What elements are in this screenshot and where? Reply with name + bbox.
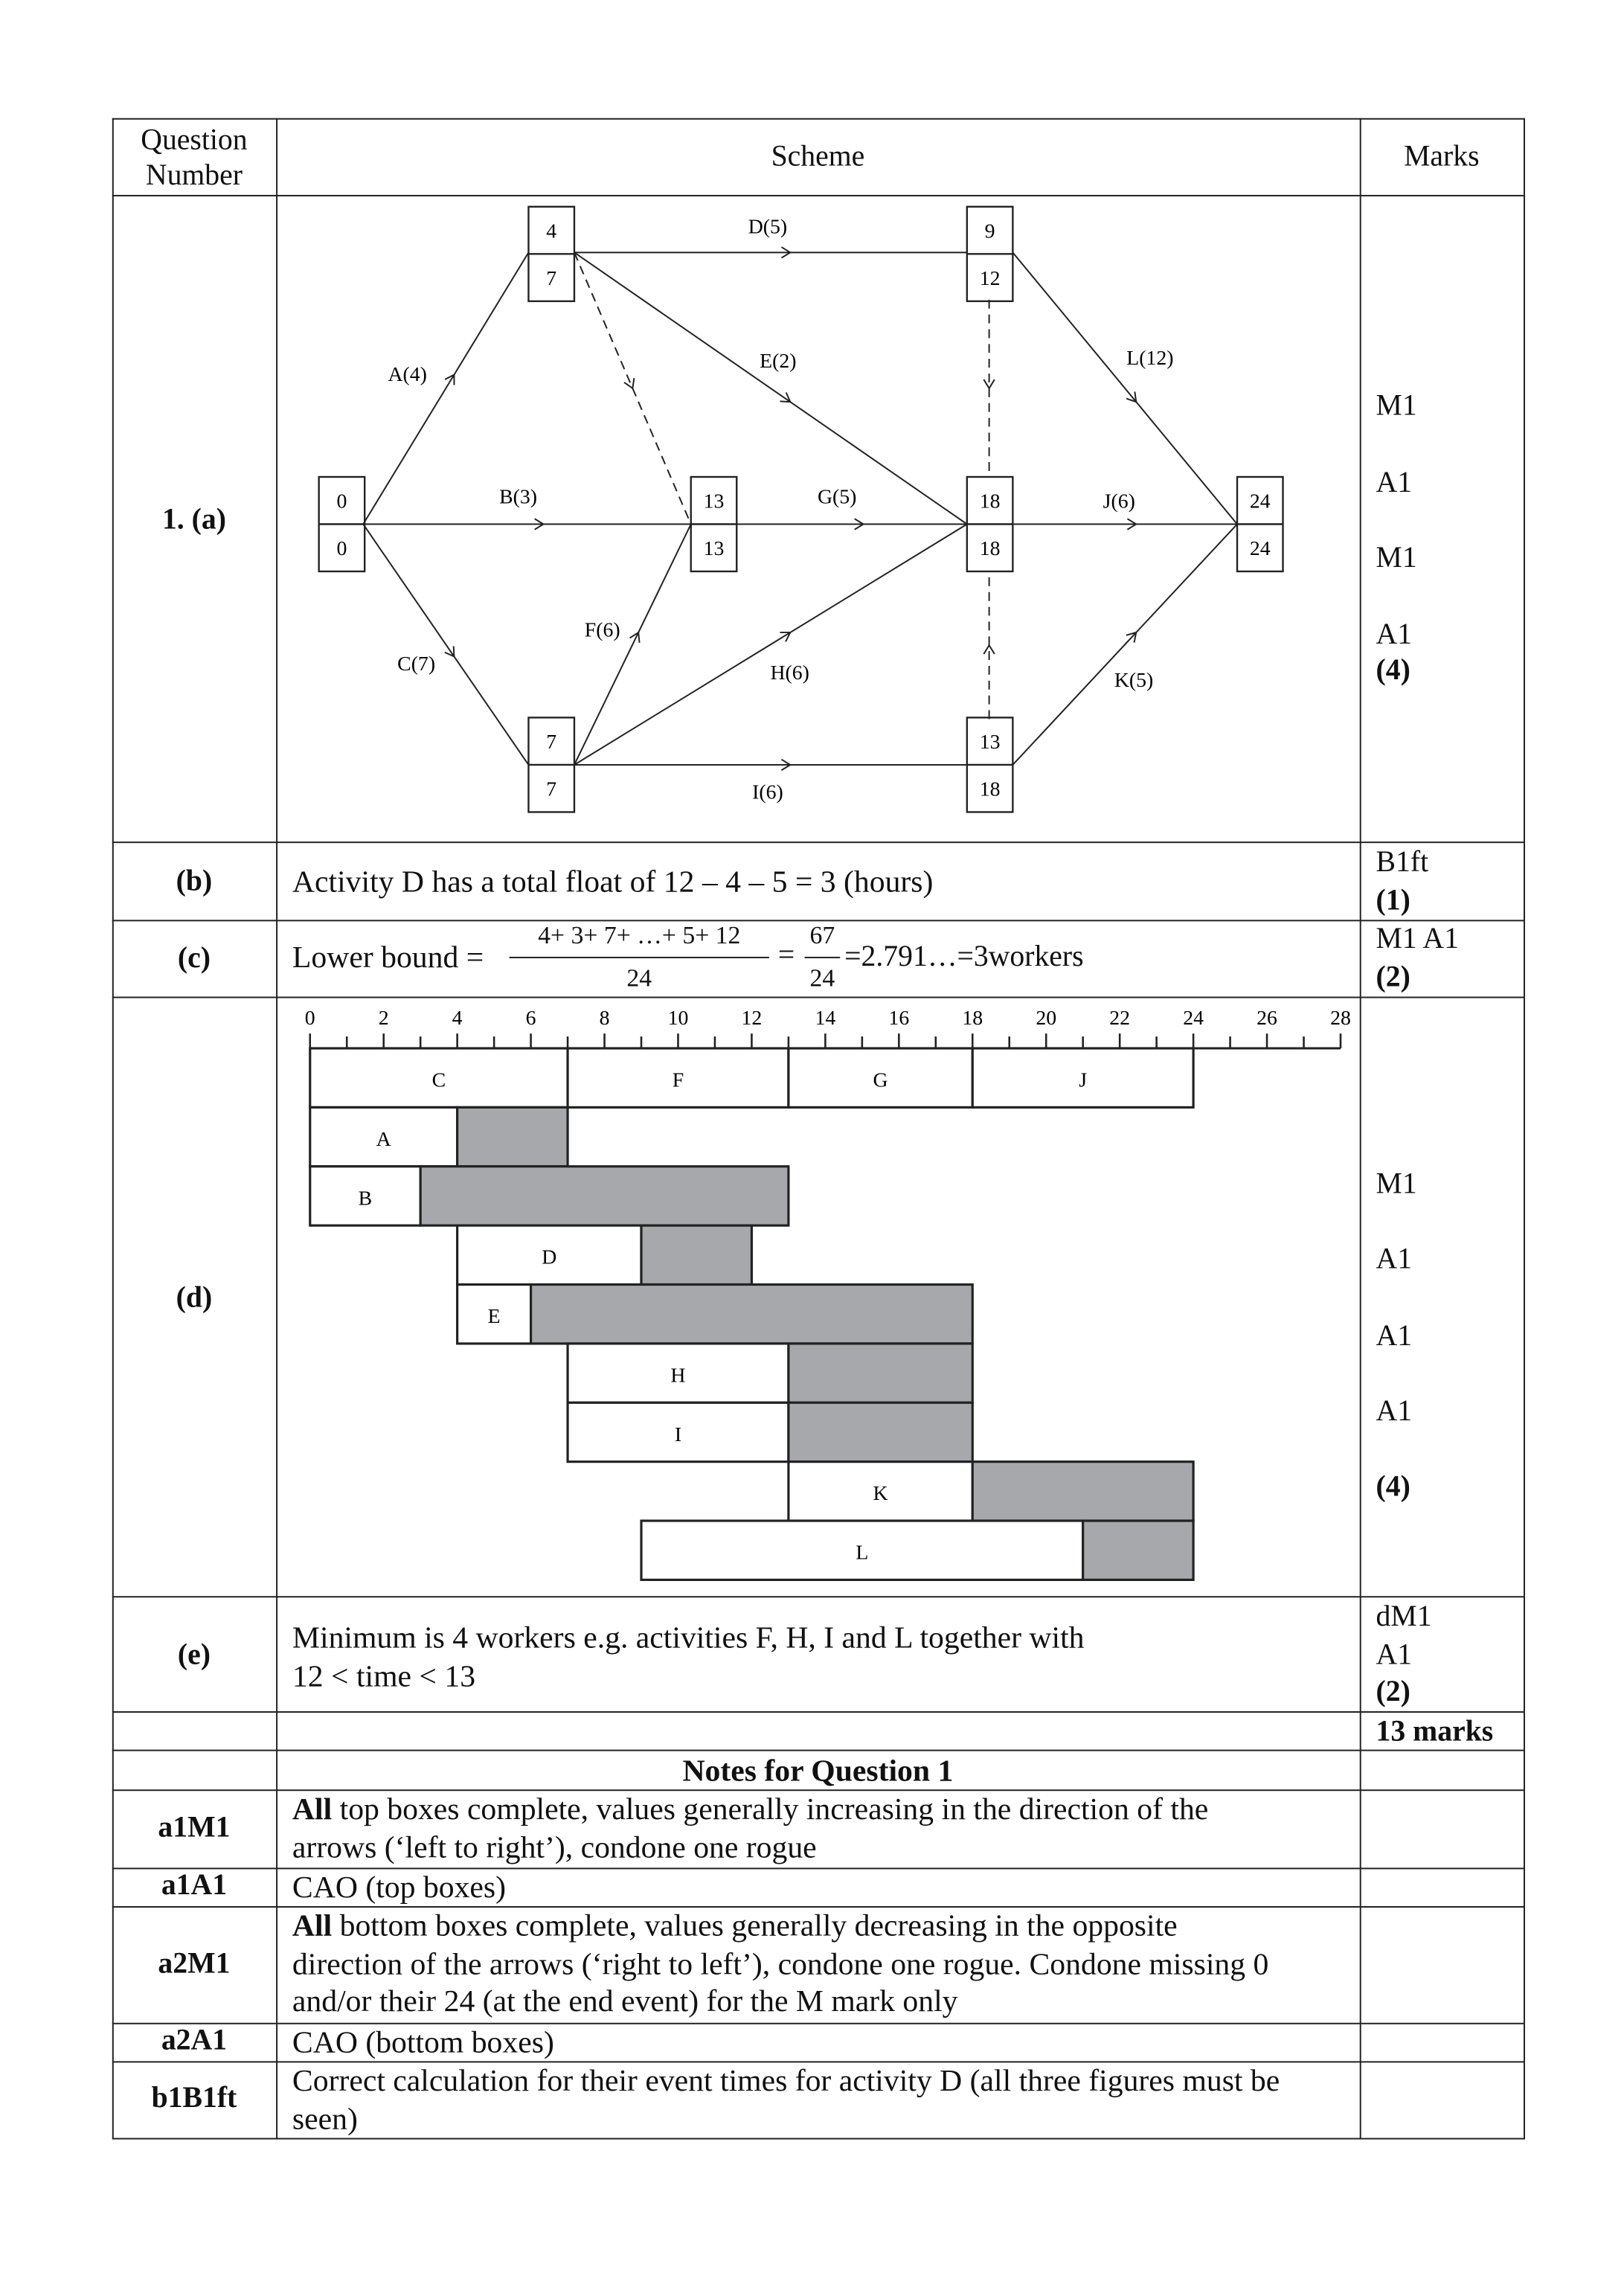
event-late-time: 18 [979, 537, 1001, 561]
header-question-line2: Number [145, 159, 243, 192]
q1e-marks [1376, 1599, 1432, 1712]
note-code: a1A1 [161, 1869, 228, 1902]
activity-label: E(2) [760, 350, 797, 373]
q1d-label: (d) [176, 1281, 213, 1315]
mark: A1 [1376, 618, 1413, 651]
event-early-time: 9 [984, 219, 995, 243]
notes-title: Notes for Question 1 [682, 1752, 954, 1789]
note-line: CAO (top boxes) [292, 1869, 507, 1905]
header-scheme: Scheme [771, 140, 865, 173]
note-code: a2A1 [161, 2024, 228, 2057]
q1e-label: (e) [177, 1638, 211, 1672]
axis-tick-label: 18 [962, 1007, 983, 1030]
axis-tick-label: 28 [1330, 1007, 1351, 1030]
activity-label: J(6) [1103, 490, 1135, 513]
equals-sign: = [777, 939, 795, 972]
activity-bar-label: E [487, 1305, 501, 1329]
activity-label: G(5) [817, 485, 857, 509]
axis-tick-label: 26 [1256, 1007, 1277, 1030]
axis-tick-label: 12 [741, 1007, 763, 1030]
event-late-time: 13 [703, 537, 725, 561]
activity-bar-label: H [670, 1364, 686, 1388]
event-early-time: 13 [979, 731, 1001, 754]
activity-bar-label: C [431, 1068, 446, 1092]
note-emphasis: All [292, 1907, 333, 1943]
note-line: CAO (bottom boxes) [292, 2024, 554, 2060]
axis-tick-label: 14 [815, 1007, 836, 1030]
float-bar [789, 1344, 972, 1402]
activity-bar-label: L [856, 1541, 869, 1565]
activity-bar-label: J [1079, 1068, 1088, 1092]
activity-label: H(6) [770, 661, 809, 684]
axis-tick-label: 20 [1036, 1007, 1057, 1030]
mark: (2) [1376, 1675, 1410, 1709]
header-marks: Marks [1404, 140, 1480, 173]
activity-bar-label: A [376, 1127, 391, 1151]
axis-tick-label: 22 [1109, 1007, 1131, 1030]
fraction2-denominator: 24 [809, 963, 835, 993]
mark: M1 A1 [1376, 923, 1459, 955]
answer-line: 12 < time < 13 [292, 1658, 476, 1694]
event-late-time: 7 [546, 777, 557, 801]
activity-label: B(3) [499, 485, 538, 509]
activity-label: K(5) [1114, 668, 1154, 692]
event-late-time: 18 [979, 777, 1001, 801]
axis-tick-label: 16 [888, 1007, 910, 1030]
activity-label: D(5) [748, 215, 788, 239]
note-line: All top boxes complete, values generally increasing in the direction of the [292, 1791, 1209, 1827]
note-text [292, 2024, 554, 2062]
axis-tick-label: 10 [667, 1007, 689, 1030]
q1b-answer: Activity D has a total float of 12 – 4 – 5 = 3 (hours) [292, 863, 934, 900]
activity-bar-label: I [674, 1423, 682, 1446]
note-code: a2M1 [158, 1946, 231, 1980]
mark: (4) [1376, 1470, 1410, 1504]
note-line: arrows (‘left to right’), condone one rogue [292, 1829, 817, 1864]
float-bar [972, 1462, 1193, 1521]
mark: B1ft [1376, 846, 1429, 879]
mark: (2) [1376, 961, 1410, 993]
activity-label: I(6) [752, 780, 783, 804]
axis-tick-label: 4 [452, 1007, 463, 1030]
float-bar [420, 1167, 789, 1225]
q1c-label: (c) [177, 942, 211, 975]
note-line: and/or their 24 (at the end event) for the M mark only [292, 1983, 958, 2019]
q1d-marks [1376, 1147, 1417, 1526]
q1b-label: (b) [176, 865, 213, 898]
fraction2-numerator: 67 [809, 921, 835, 950]
mark: M1 [1376, 389, 1417, 423]
event-early-time: 7 [546, 731, 557, 754]
note-text [292, 1908, 1268, 2021]
note-line: seen) [292, 2100, 358, 2136]
note-code: a1M1 [158, 1810, 231, 1844]
float-bar [531, 1285, 973, 1344]
mark: A1 [1376, 1395, 1413, 1428]
event-late-time: 0 [336, 537, 347, 561]
lower-bound-result: =2.791…=3workers [844, 940, 1084, 973]
activity-label: F(6) [584, 618, 620, 642]
note-emphasis: All [292, 1791, 333, 1827]
note-text [292, 2062, 1280, 2138]
table-rule [112, 1711, 1525, 1713]
note-line: Correct calculation for their event times for activity D (all three figures must be [292, 2062, 1280, 2098]
activity-bar-label: B [358, 1187, 373, 1210]
mark: M1 [1376, 1167, 1417, 1201]
note-line: direction of the arrows (‘right to left’), condone one rogue. Condone missing 0 [292, 1945, 1269, 1981]
float-bar [641, 1225, 751, 1284]
mark: dM1 [1376, 1600, 1432, 1633]
activity-bar-label: D [542, 1245, 557, 1269]
axis-tick-label: 6 [525, 1007, 536, 1030]
q1a-label: 1. (a) [161, 503, 226, 536]
note-code: b1B1ft [151, 2082, 237, 2114]
mark: (1) [1376, 883, 1410, 917]
lower-bound-label: Lower bound = [292, 939, 484, 975]
mark: (4) [1376, 653, 1410, 686]
activity-label: C(7) [397, 652, 436, 676]
event-late-time: 24 [1249, 537, 1271, 561]
event-early-time: 24 [1249, 490, 1271, 513]
float-bar [458, 1107, 568, 1166]
activity-label: A(4) [388, 363, 427, 387]
float-bar [789, 1402, 972, 1461]
fraction-numerator: 4+ 3+ 7+ …+ 5+ 12 [538, 921, 741, 950]
event-early-time: 18 [979, 490, 1001, 513]
table-rule [112, 1750, 1525, 1751]
activity-label: L(12) [1126, 347, 1174, 371]
axis-tick-label: 0 [304, 1007, 315, 1030]
event-late-time: 12 [979, 267, 1001, 291]
float-bar [1083, 1521, 1193, 1580]
mark: A1 [1376, 1638, 1413, 1671]
event-early-time: 4 [546, 219, 557, 243]
axis-tick-label: 24 [1183, 1007, 1204, 1030]
axis-tick-label: 8 [599, 1007, 610, 1030]
event-early-time: 0 [336, 490, 347, 513]
note-line: All bottom boxes complete, values generally decreasing in the opposite [292, 1907, 1178, 1943]
note-text [292, 1791, 1208, 1867]
event-early-time: 13 [703, 490, 725, 513]
activity-bar-label: G [873, 1068, 888, 1092]
event-late-time: 7 [546, 267, 557, 291]
mark: A1 [1376, 466, 1413, 498]
mark: M1 [1376, 542, 1417, 574]
activity-bar-label: F [672, 1068, 684, 1092]
header-question-line1: Question [141, 124, 248, 157]
mark: A1 [1376, 1243, 1413, 1277]
q1e-answer [292, 1618, 1085, 1695]
axis-tick-label: 2 [378, 1007, 389, 1030]
note-text [292, 1869, 506, 1907]
answer-line: Minimum is 4 workers e.g. activities F, H, I and L together with [292, 1619, 1085, 1655]
fraction-denominator: 24 [626, 963, 652, 993]
activity-bar-label: K [873, 1482, 888, 1506]
mark: A1 [1376, 1319, 1413, 1352]
total-marks: 13 marks [1376, 1715, 1494, 1748]
